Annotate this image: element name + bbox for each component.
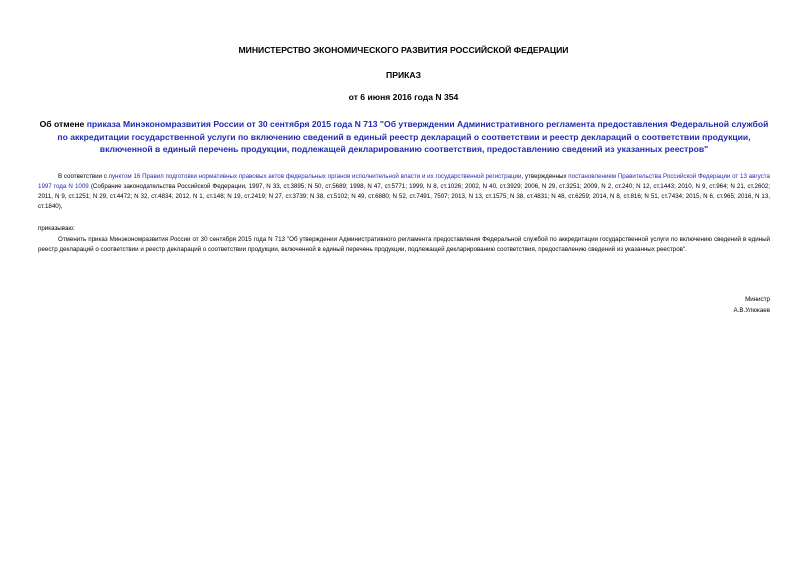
title-prefix: Об отмене xyxy=(39,119,87,129)
ministry-name: МИНИСТЕРСТВО ЭКОНОМИЧЕСКОГО РАЗВИТИЯ РОССИЙСКОЙ ФЕДЕРАЦИИ xyxy=(238,45,569,55)
order-word: приказываю: xyxy=(38,225,75,232)
preamble-text-5: (Собрание законодательства Российской Федерации, 1997, N 33, ст.3895; N 50, ст.5689; 1998, N 47, ст.5771; 1999, N 8, ст.1026; 2002, N 40, ст.3929; 2006, N 29, ст.3251; 2009, N 2, ст.240; N 12, ст.1443; 2010, N 9, ст.964; N 21, ст.2602; 2011, N 9, ст.1251; N 29, ст.4472; N 32, ст.4834; 2012, N 1, ст.148; N 19, ст.2419; N 27, ст.3739; N 38, ст.5102; N 49, ст.6880; N 52, ст.7491, 7507; 2013, N 13, ст.1575; N 38, ст.4831; N 48, ст.6259; 2014, N 8, ст.816; N 51, ст.7434; 2015, N 6, ст.965; 2016, N 13, ст.1840), xyxy=(38,183,771,211)
link-point-16[interactable]: пунктом 16 xyxy=(108,173,141,180)
link-government-decree[interactable]: Правительства Российской Федерации от 13 августа 1997 года N 1009 xyxy=(38,173,770,191)
preamble-paragraph xyxy=(38,172,770,212)
preamble-text-3: , утвержденных xyxy=(521,173,569,180)
order-text: Отменить приказ Минэкономразвития России от 30 сентября 2015 года N 713 "Об утверждении Административного регламента предоставления Федеральной службой по аккредитации государственной услуги по включению сведений в единый реестр деклараций о соответствии и реестр деклараций о соответствии продукции, включенной в единый перечень продукции, подлежащей декларированию соответствия, предоставлению сведений из указанных реестров". xyxy=(38,236,770,254)
link-decree[interactable]: постановлением xyxy=(568,173,617,180)
document-title xyxy=(38,118,770,156)
title-link[interactable]: приказа Минэкономразвития России от 30 сентября 2015 года N 713 "Об утверждении Административного регламента предоставления Федеральной службой по аккредитации государственной услуги по включению сведений в единый реестр деклараций о соответствии и реестр деклараций о соответствии продукции, включенной в единый перечень продукции, подлежащей декларированию соответствия, предоставлению сведений из указанных реестров" xyxy=(57,119,769,154)
signer-position: Министр xyxy=(745,296,770,303)
link-rules[interactable]: Правил подготовки нормативных правовых актов федеральных органов исполнительной власти и их государственной регистрации xyxy=(142,173,522,180)
signer-name: А.В.Улюкаев xyxy=(733,307,770,314)
document-date: от 6 июня 2016 года N 354 xyxy=(348,92,459,102)
document-type: ПРИКАЗ xyxy=(386,70,421,80)
preamble-text-1: В соответствии с xyxy=(58,173,109,180)
